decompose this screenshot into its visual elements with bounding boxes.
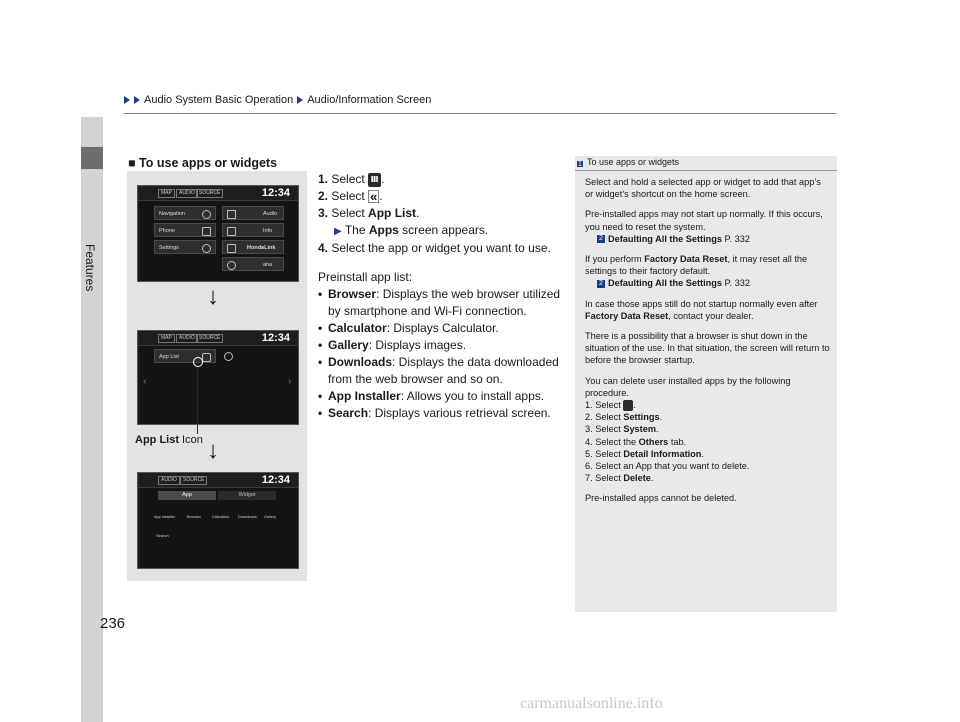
bold-text: Factory Data Reset	[644, 254, 728, 265]
app-item: Calculator	[212, 515, 230, 519]
step-1: 1. Select .	[318, 172, 385, 186]
tile-aha	[222, 257, 284, 271]
step-3-result	[318, 222, 568, 240]
app-name: App Installer	[328, 389, 401, 403]
delete-step: 2. Select Settings.	[585, 412, 663, 423]
text: 1. Select	[585, 400, 621, 411]
app-item: Gallery	[264, 515, 277, 519]
chevron-right-icon: ›	[288, 376, 292, 387]
result-arrow-icon: ▶	[334, 226, 342, 237]
app-desc: : Displays images.	[368, 338, 467, 352]
watermark: carmanualsonline.info	[520, 695, 663, 712]
app-item: App Installer	[154, 515, 176, 519]
reference-icon: 2	[597, 235, 605, 243]
text: 5. Select	[585, 448, 624, 459]
preinstall-title: Preinstall app list:	[318, 270, 413, 284]
cross-reference[interactable]	[585, 233, 830, 245]
status-bar	[138, 331, 298, 346]
step-text: screen appears.	[398, 223, 489, 237]
callout-label-rest: Icon	[179, 434, 203, 446]
app-list-item: • Search: Displays various retrieval screen.	[318, 406, 551, 420]
status-bar	[138, 473, 298, 488]
audio-button: AUDIO	[176, 189, 198, 198]
tile-app-list	[154, 349, 216, 363]
page-number: 236	[100, 615, 126, 632]
step-4	[318, 240, 568, 257]
note-paragraph	[585, 298, 830, 322]
breadcrumb-arrow-icon	[124, 96, 130, 104]
step-text: The	[344, 223, 369, 237]
home-icon	[623, 400, 633, 411]
tile-label: Info	[263, 228, 273, 234]
text: 4. Select the	[585, 436, 639, 447]
widget-icon	[224, 352, 233, 361]
side-tab-label: Features	[83, 244, 97, 292]
reference-page: P. 332	[722, 278, 750, 289]
source-button: SOURCE	[196, 334, 223, 343]
callout-label-bold: App List	[135, 434, 179, 446]
step-2: 2. Select « .	[318, 189, 383, 205]
reference-icon: 2	[597, 280, 605, 288]
section-title-text: To use apps or widgets	[139, 156, 278, 170]
app-desc: : Displays Calculator.	[386, 321, 499, 335]
tab-widget: Widget	[218, 491, 276, 500]
delete-step: 1. Select .	[585, 400, 636, 411]
step-number: 1.	[318, 172, 329, 186]
step-text: Select	[331, 189, 365, 203]
callout-circle	[193, 357, 203, 367]
bold-text: System	[623, 424, 656, 435]
section-marker: ■	[128, 156, 136, 170]
tile-label: Phone	[159, 228, 175, 234]
app-item: Search	[156, 533, 169, 538]
source-button: SOURCE	[196, 189, 223, 198]
step-text: Select	[331, 172, 365, 186]
tile-label: aha	[263, 262, 273, 268]
note-marker-icon: 1	[578, 160, 582, 168]
text: , contact your dealer.	[668, 310, 754, 321]
tile-label: Navigation	[159, 211, 185, 217]
step-bold: Apps	[368, 223, 399, 237]
tile-settings	[154, 240, 216, 254]
audio-button: AUDIO	[158, 476, 180, 485]
note-header	[575, 156, 837, 171]
figure-panel	[127, 171, 307, 581]
side-tab-marker	[81, 147, 103, 169]
note-paragraph: There is a possibility that a browser is shut down in the situation of the use. In that situation, the screen will return to before the browser startup.	[585, 331, 830, 366]
tile-label: App List	[159, 354, 179, 360]
tile-label: HondaLink	[247, 245, 276, 251]
gear-icon	[202, 244, 211, 253]
callout-line	[197, 361, 198, 434]
status-bar	[138, 186, 298, 201]
text: 7. Select	[585, 473, 624, 484]
breadcrumb	[124, 94, 431, 106]
map-button: MAP	[158, 189, 175, 198]
tile-info	[222, 223, 284, 237]
text: If you perform	[585, 254, 645, 265]
phone-icon	[202, 227, 211, 236]
note-box	[575, 156, 837, 612]
reference-title: Defaulting All the Settings	[608, 278, 722, 289]
app-desc: : Allows you to install apps.	[400, 389, 545, 403]
note-paragraph: You can delete user installed apps by the following procedure.	[585, 375, 791, 398]
tile-audio	[222, 206, 284, 220]
home-icon	[368, 173, 381, 187]
bold-text: Delete	[623, 473, 651, 484]
text: tab.	[668, 436, 687, 447]
breadcrumb-item[interactable]: Audio/Information Screen	[307, 94, 432, 106]
app-list-item: • Downloads: Displays the data downloaded from the web browser and so on.	[318, 355, 559, 386]
app-list-icon	[202, 353, 211, 362]
audio-button: AUDIO	[176, 334, 198, 343]
tile-label: Settings	[159, 245, 179, 251]
app-desc: : Displays the data downloaded from the web browser and so on.	[328, 355, 559, 386]
breadcrumb-item[interactable]: Audio System Basic Operation	[144, 94, 294, 106]
delete-step: 3. Select System.	[585, 424, 659, 435]
app-name: Browser	[328, 287, 377, 301]
delete-step: 6. Select an App that you want to delete.	[585, 461, 750, 472]
text: 2. Select	[585, 412, 624, 423]
music-icon	[227, 210, 236, 219]
source-button: SOURCE	[180, 476, 207, 485]
tab-app: App	[158, 491, 216, 500]
home-screen-image	[137, 185, 299, 282]
clock: 12:34	[261, 332, 290, 344]
delete-step: 7. Select Delete.	[585, 473, 654, 484]
back-icon: «	[370, 189, 378, 205]
app-name: Search	[328, 406, 369, 420]
app-list-item: • Browser: Displays the web browser utilized by smartphone and Wi-Fi connection.	[318, 287, 561, 318]
delete-step	[585, 436, 830, 448]
chevron-left-icon: ‹	[143, 376, 147, 387]
app-item: Browser	[187, 515, 201, 519]
text: 3. Select	[585, 424, 624, 435]
clock: 12:34	[261, 474, 290, 486]
note-paragraph	[585, 253, 830, 277]
step-text: Select	[331, 206, 369, 220]
navigation-icon	[202, 210, 211, 219]
delete-step: 5. Select Detail Information.	[585, 448, 704, 459]
step-number: 3.	[318, 206, 329, 220]
tile-phone	[154, 223, 216, 237]
steps	[318, 171, 568, 422]
reference-page: P. 332	[722, 233, 750, 244]
apps-screen-image	[137, 472, 299, 569]
step-bold: App List	[368, 206, 417, 220]
bold-text: Factory Data Reset	[585, 310, 669, 321]
hondalink-icon	[227, 244, 236, 253]
step-number: 2.	[318, 189, 329, 203]
note-paragraph: Pre-installed apps may not start up normally. If this occurs, you need to reset the system.	[585, 209, 823, 232]
aha-icon	[227, 261, 236, 270]
breadcrumb-arrow-icon	[134, 96, 140, 104]
app-item: Downloads	[238, 515, 257, 519]
app-list-screen-image	[137, 330, 299, 425]
step-number: 4.	[318, 241, 329, 255]
tile-hondalink	[222, 240, 284, 254]
text: In case those apps still do not startup normally even after	[585, 298, 818, 309]
app-list-item: • Gallery: Displays images.	[318, 338, 467, 352]
section-title	[128, 156, 277, 170]
bold-text: Detail Information	[623, 448, 702, 459]
note-paragraph: Select and hold a selected app or widget to add that app’s or widget’s shortcut on the home screen.	[585, 177, 821, 200]
app-name: Downloads	[328, 355, 393, 369]
map-button: MAP	[158, 334, 175, 343]
tile-navigation	[154, 206, 216, 220]
app-list-item: • App Installer: Allows you to install apps.	[318, 389, 545, 403]
app-name: Calculator	[328, 321, 387, 335]
cross-reference[interactable]	[585, 277, 830, 289]
clock: 12:34	[261, 187, 290, 199]
bold-text: Settings	[623, 412, 660, 423]
app-list-item: • Calculator: Displays Calculator.	[318, 321, 499, 335]
app-desc: : Displays the web browser utilized by smartphone and Wi-Fi connection.	[328, 287, 561, 318]
note-paragraph: Pre-installed apps cannot be deleted.	[585, 493, 737, 504]
app-grid	[150, 505, 290, 525]
down-arrow-icon: ↓	[207, 437, 219, 464]
tile-label: Audio	[263, 211, 278, 217]
header-divider	[124, 113, 836, 114]
info-icon	[227, 227, 236, 236]
step-text: Select the app or widget you want to use.	[331, 241, 551, 255]
callout-label	[135, 434, 203, 446]
text: , it may reset all the settings to their factory default.	[585, 254, 808, 277]
note-body	[585, 176, 830, 513]
bold-text: Others	[638, 436, 669, 447]
breadcrumb-arrow-icon	[297, 96, 303, 104]
app-desc: : Displays various retrieval screen.	[368, 406, 551, 420]
reference-title: Defaulting All the Settings	[608, 233, 722, 244]
down-arrow-icon: ↓	[207, 283, 219, 310]
app-name: Gallery	[328, 338, 369, 352]
step-3: 3. Select App List.	[318, 206, 420, 220]
note-title: To use apps or widgets	[587, 157, 680, 167]
